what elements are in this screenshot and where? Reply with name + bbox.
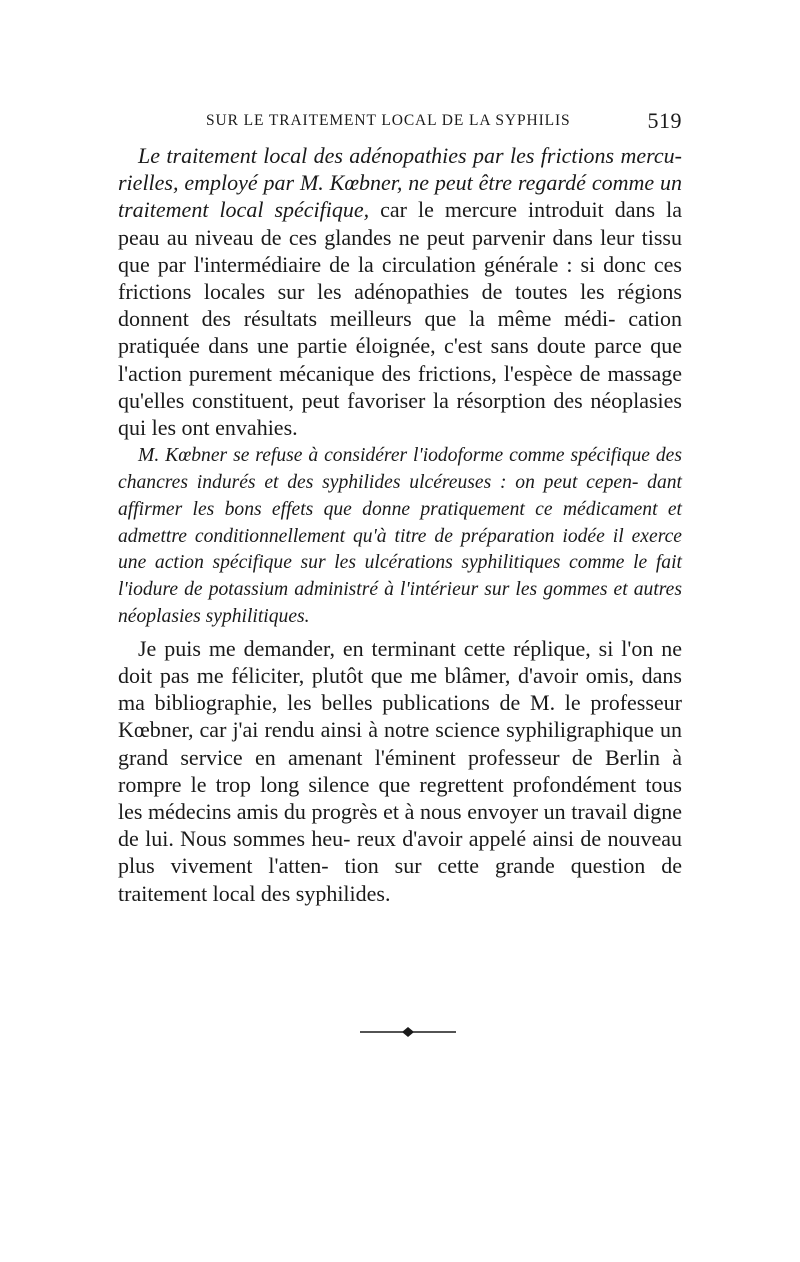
paragraph-2: M. Kœbner se refuse à considérer l'iodoforme comme spécifique des chancres indurés et des syphilides ulcéreuses : on peut cepen- dant affirmer les bons effets que donne pratiquement ce médicament et admettre conditionnellement qu'à titre de préparation iodée il exerce une action spécifique sur les ulcérations syphilitiques comme le fait l'iodure de potassium administré à l'intérieur sur les gommes et autres néoplasies syphilitiques. [118,445,682,628]
paragraph-1 [118,142,682,441]
running-title: SUR LE TRAITEMENT LOCAL DE LA SYPHILIS [206,112,571,129]
page-number: 519 [647,108,682,133]
book-page [118,108,682,907]
paragraph-1-italic-lead: Le traitement local des adénopathies par les frictions mercu- rielles, employé par M. Kœbner, ne peut être regardé comme un traitement local spécifique, [118,143,682,223]
running-head [118,108,682,142]
diamond-rule-ornament-icon [360,1026,456,1038]
paragraph-3: Je puis me demander, en terminant cette réplique, si l'on ne doit pas me féliciter, plutôt que me blâmer, d'avoir omis, dans ma bibliographie, les belles publications de M. le professeur Kœbner, car j'ai rendu ainsi à notre science syphiligraphique un grand service en amenant l'éminent professeur de Berlin à rompre le trop long silence que regrettent profondément tous les médecins amis du progrès et à nous envoyer un travail digne de lui. Nous sommes heu- reux d'avoir appelé ainsi de nouveau plus vivement l'atten- tion sur cette grande question de traitement local des syphilides. [118,635,682,906]
paragraph-1-text: car le mercure introduit dans la peau au niveau de ces glandes ne peut parvenir dans leur tissu que par l'intermédiaire de la circulation générale : si donc ces frictions locales sur les adénopathies de toutes les régions donnent des résultats meilleurs que la même médi- cation pratiquée dans une partie éloignée, c'est sans doute parce que l'action purement mécanique des frictions, l'espèce de massage qu'elles constituent, peut favoriser la résorption des néoplasies qui les ont envahies. [118,197,682,441]
